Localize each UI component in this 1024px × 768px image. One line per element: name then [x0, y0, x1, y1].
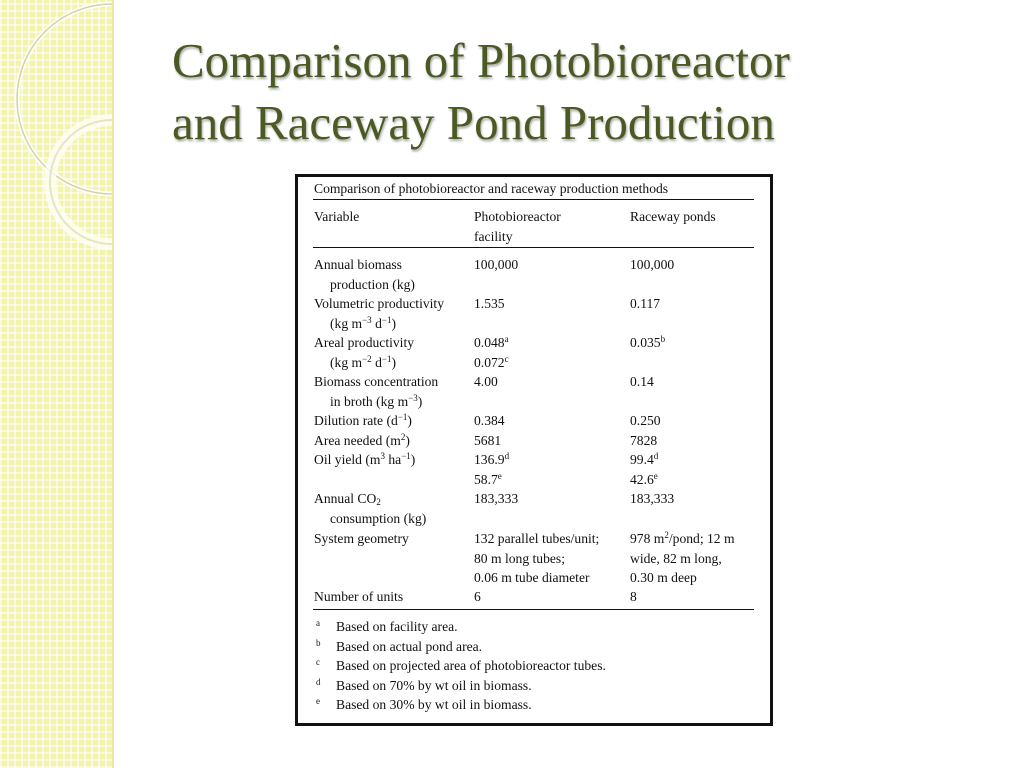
row-label-line2: [314, 314, 476, 334]
row-label-line2: consumption (kg): [330, 510, 427, 526]
unit-exp: −3: [362, 314, 372, 325]
unit-text: Area needed (m: [314, 433, 401, 448]
unit-text: (kg m: [330, 315, 363, 331]
value: 136.9: [474, 452, 505, 467]
value: 42.6: [630, 471, 654, 487]
row-label: [314, 411, 476, 431]
cell-pbr: 5681: [474, 433, 502, 448]
unit-sub: 2: [376, 497, 381, 507]
footnote-ref: c: [504, 353, 509, 364]
cell-line: [474, 470, 630, 490]
footnote: a Based on facility area.: [316, 618, 458, 634]
unit-text: ): [391, 315, 396, 331]
unit-exp: 2: [664, 530, 669, 540]
unit-exp: 3: [380, 451, 385, 461]
unit-text: ): [391, 354, 396, 370]
unit-text: ): [405, 433, 410, 448]
unit-exp: −1: [401, 451, 411, 461]
cell-raceway: [630, 450, 760, 489]
footnote-ref: d: [504, 451, 510, 461]
cell-raceway: [630, 529, 760, 588]
table-header-rule: [313, 247, 754, 248]
cell-raceway: 0.14: [630, 374, 654, 389]
footnote-ref: e: [497, 470, 502, 481]
unit-exp: −1: [397, 412, 408, 422]
footnote-ref: b: [660, 334, 666, 344]
cell-pbr: 100,000: [474, 257, 519, 272]
row-label-line1: Annual biomass: [314, 257, 402, 272]
cell-raceway: 100,000: [630, 257, 675, 272]
cell-line: [474, 333, 630, 353]
cell-raceway: 7828: [630, 433, 658, 448]
cell-line: 0.06 m tube diameter: [474, 570, 590, 585]
unit-text: Annual CO: [314, 491, 377, 506]
cell-line: 0.30 m deep: [630, 570, 697, 585]
cell-pbr: [474, 333, 630, 372]
unit-text: /pond; 12 m: [668, 531, 735, 546]
row-label: [314, 255, 476, 294]
cell-raceway: 0.250: [630, 413, 661, 428]
value: 0.035: [630, 335, 661, 350]
cell-line: [474, 353, 630, 373]
cell-line: 80 m long tubes;: [474, 550, 566, 566]
row-label: System geometry: [314, 531, 409, 546]
table-footnotes: [316, 617, 606, 715]
cell-raceway: 0.117: [630, 296, 661, 311]
row-label-line1: [314, 491, 381, 506]
value: 0.072: [474, 354, 505, 370]
footnote: b Based on actual pond area.: [316, 637, 483, 654]
row-label-line1: Volumetric productivity: [314, 296, 445, 311]
cell-line: wide, 82 m long,: [630, 550, 722, 566]
footnote-ref: e: [653, 470, 658, 481]
unit-text: d: [371, 315, 382, 331]
cell-raceway: 8: [630, 589, 637, 604]
table-top-rule: [313, 199, 754, 200]
row-label: [314, 372, 476, 411]
value: 99.4: [630, 452, 654, 467]
unit-text: Dilution rate (d: [314, 413, 398, 428]
unit-text: 978 m: [630, 531, 665, 546]
slide-title-line-1: Comparison of Photobioreactor: [172, 33, 790, 88]
row-label: [314, 431, 476, 451]
cell-pbr: [474, 450, 630, 489]
cell-line: 132 parallel tubes/unit;: [474, 531, 600, 546]
unit-text: ): [410, 452, 416, 467]
footnote-text: Based on actual pond area.: [336, 638, 483, 654]
unit-text: ): [417, 393, 423, 409]
cell-line: [474, 450, 630, 470]
header-raceway: Raceway ponds: [630, 209, 716, 224]
footnote-ref: d: [653, 451, 659, 461]
table-caption: Comparison of photobioreactor and raceway production methods: [314, 181, 669, 196]
row-label: [314, 294, 476, 333]
comparison-table-image: [295, 174, 773, 726]
value: 58.7: [474, 471, 498, 487]
footnote: c Based on projected area of photobioreactor tubes.: [316, 657, 606, 673]
header-variable: Variable: [314, 209, 360, 224]
unit-exp: −1: [381, 353, 392, 364]
header-pbr-line2: facility: [474, 228, 513, 244]
footnote-text: Based on 70% by wt oil in biomass.: [336, 677, 532, 693]
row-label-line1: Biomass concentration: [314, 374, 439, 389]
footnote-text: Based on 30% by wt oil in biomass.: [336, 697, 532, 712]
row-label: [314, 333, 476, 372]
cell-line: [630, 529, 760, 549]
cell-pbr: 6: [474, 589, 481, 604]
cell-pbr: 1.535: [474, 296, 505, 311]
unit-text: ): [407, 413, 412, 428]
row-label-line2: [314, 353, 476, 373]
header-pbr-line1: Photobioreactor: [474, 209, 561, 224]
decorative-rings: [0, 0, 200, 320]
unit-exp: −1: [381, 314, 392, 325]
footnote-text: Based on facility area.: [336, 619, 458, 634]
cell-pbr: 0.384: [474, 413, 505, 428]
row-label: Number of units: [314, 589, 404, 604]
row-label: [314, 450, 476, 470]
unit-text: Oil yield (m: [314, 452, 381, 467]
unit-exp: −3: [408, 392, 418, 403]
row-label-line1: Areal productivity: [314, 335, 415, 350]
footnote-text: Based on projected area of photobioreactor tubes.: [336, 658, 606, 673]
header-photobioreactor: [474, 207, 630, 246]
cell-raceway: [630, 333, 760, 353]
cell-raceway: 183,333: [630, 491, 675, 506]
cell-pbr: [474, 529, 630, 588]
unit-exp: 2: [400, 432, 406, 442]
row-label-line2: production (kg): [330, 276, 415, 292]
unit-exp: −2: [362, 353, 372, 364]
unit-text: (kg m: [330, 354, 363, 370]
cell-pbr: 4.00: [474, 374, 498, 389]
table-bottom-rule: [313, 609, 754, 610]
footnote: d Based on 70% by wt oil in biomass.: [316, 676, 532, 693]
unit-text: in broth (kg m: [330, 393, 409, 409]
cell-line: [630, 450, 760, 470]
row-label-line2: [314, 392, 476, 412]
unit-text: ha: [384, 452, 402, 467]
slide-title: [172, 30, 992, 154]
unit-text: d: [371, 354, 382, 370]
cell-pbr: 183,333: [474, 491, 519, 506]
value: 0.048: [474, 335, 505, 350]
row-label: [314, 489, 476, 528]
footnote-ref: a: [504, 334, 509, 344]
slide-title-line-2: and Raceway Pond Production: [172, 95, 775, 150]
footnote: e Based on 30% by wt oil in biomass.: [316, 696, 532, 712]
cell-line: [630, 470, 760, 490]
